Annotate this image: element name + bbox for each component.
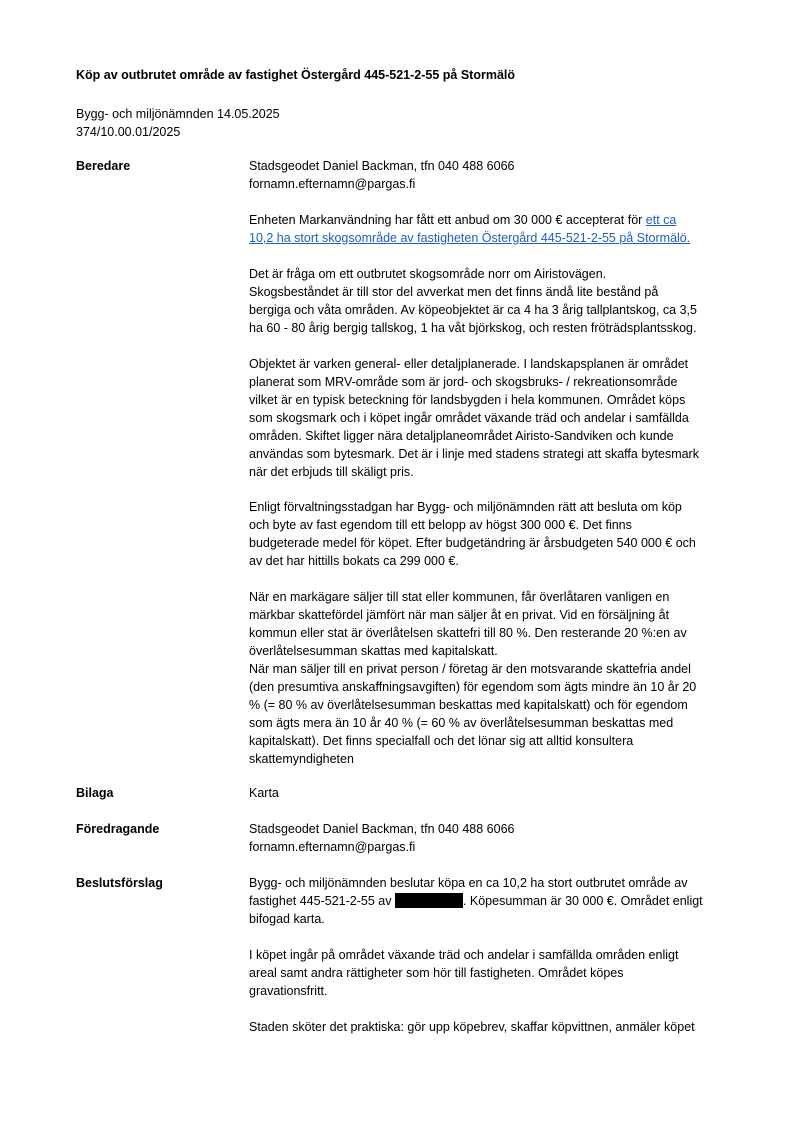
beslutsforslag-paragraph-3 (249, 1018, 741, 1036)
paragraph-line: märkbar skattefördel jämfört när man säljer åt en privat. Vid en försäljning åt (249, 608, 670, 622)
paragraph-line: gravationsfritt. (249, 984, 328, 998)
paragraph-text: fastighet 445-521-2-55 av (249, 894, 395, 908)
paragraph-line: kapitalskatt). Det finns specialfall och det lönar sig att alltid konsultera (249, 734, 634, 748)
paragraph-line: (den presumtiva anskaffningsavgiften) för egendom som ägts mindre än 10 år 20 (249, 680, 697, 694)
bilaga-value (249, 784, 741, 802)
paragraph-line: skattemyndigheten (249, 752, 354, 766)
paragraph-line: Staden sköter det praktiska: gör upp köpebrev, skaffar köpvittnen, anmäler köpet (249, 1020, 695, 1034)
paragraph-line: ha 60 - 80 årig bergig tallskog, 1 ha våt björkskog, och resten fröträdsplantsskog. (249, 321, 697, 335)
label-foredragande: Föredragande (76, 822, 160, 836)
paragraph-line: När man säljer till en privat person / företag är den motsvarande skattefria andel (249, 662, 691, 676)
document-title: Köp av outbrutet område av fastighet Östergård 445-521-2-55 på Stormälö (76, 68, 516, 82)
paragraph-text: Enheten Markanvändning har fått ett anbud om 30 000 € accepterat för (249, 213, 646, 227)
beredare-contact-email: fornamn.efternamn@pargas.fi (249, 177, 416, 191)
label-beslutsforslag: Beslutsförslag (76, 876, 163, 890)
paragraph-line: överlåtelsesumman skattas med kapitalskatt. (249, 644, 498, 658)
map-link-continued[interactable]: 10,2 ha stort skogsområde av fastigheten Östergård 445-521-2-55 på Stormälö. (249, 231, 691, 245)
beredare-paragraph-3 (249, 355, 741, 481)
paragraph-line: när det erbjuds till skäligt pris. (249, 465, 414, 479)
beslutsforslag-paragraph-1 (249, 874, 741, 928)
paragraph-text: . Köpesumman är 30 000 €. Området enligt (462, 894, 703, 908)
paragraph-line: När en markägare säljer till stat eller kommunen, får överlåtaren vanligen en (249, 590, 670, 604)
paragraph-line: användas som bytesmark. Det är i linje med stadens strategi att skaffa bytesmark (249, 447, 699, 461)
map-link[interactable]: ett ca (645, 213, 677, 227)
paragraph-line: som ägts mera än 10 år 40 % (= 60 % av överlåtelsesumman beskattas med (249, 716, 674, 730)
paragraph-line: budgeterade medel för köpet. Efter budgetändring är årsbudgeten 540 000 € och (249, 536, 696, 550)
beredare-paragraph-5 (249, 588, 741, 768)
case-number: 374/10.00.01/2025 (76, 125, 181, 139)
document-meta (76, 105, 280, 141)
paragraph-line: Bygg- och miljönämnden beslutar köpa en ca 10,2 ha stort outbrutet område av (249, 876, 688, 890)
paragraph-line: areal samt andra rättigheter som hör till fastigheten. Området köpes (249, 966, 624, 980)
beredare-paragraph-4 (249, 498, 741, 570)
foredragande-contact-name: Stadsgeodet Daniel Backman, tfn 040 488 6066 (249, 822, 515, 836)
redacted-name-block (395, 893, 463, 908)
paragraph-line: bifogad karta. (249, 912, 325, 926)
beredare-contact-name: Stadsgeodet Daniel Backman, tfn 040 488 6066 (249, 159, 515, 173)
paragraph-line: vilket är en typisk beteckning för landsbygden i hela kommunen. Området köps (249, 393, 686, 407)
beredare-paragraph-2 (249, 265, 741, 337)
paragraph-line: som skogsmark och i köpet ingår området växande träd och andelar i samfällda (249, 411, 689, 425)
attachment-name: Karta (249, 786, 279, 800)
beslutsforslag-paragraph-2 (249, 946, 741, 1000)
paragraph-line: Enligt förvaltningsstadgan har Bygg- och miljönämnden rätt att besluta om köp (249, 500, 682, 514)
paragraph-line: I köpet ingår på området växande träd och andelar i samfällda områden enligt (249, 948, 679, 962)
paragraph-line: Skogsbeståndet är till stor del avverkat men det finns ändå lite bestånd på (249, 285, 659, 299)
label-beredare: Beredare (76, 159, 131, 173)
meeting-info: Bygg- och miljönämnden 14.05.2025 (76, 107, 280, 121)
beredare-contact (249, 157, 741, 193)
paragraph-line: bergiga och våta områden. Av köpeobjektet är ca 4 ha 3 årig tallplantskog, ca 3,5 (249, 303, 697, 317)
beredare-paragraph-1 (249, 211, 741, 247)
paragraph-line: av det har hittills bokats ca 299 000 €. (249, 554, 459, 568)
paragraph-line: och byte av fast egendom till ett belopp av högst 300 000 €. Det finns (249, 518, 632, 532)
foredragande-contact-email: fornamn.efternamn@pargas.fi (249, 840, 416, 854)
paragraph-line: områden. Skiftet ligger nära detaljplaneområdet Airisto-Sandviken och kunde (249, 429, 674, 443)
paragraph-line: % (= 80 % av överlåtelsesumman beskattas med kapitalskatt) och för egendom (249, 698, 688, 712)
paragraph-line: kommun eller stat är överlåtelsen skattefri till 80 %. Den resterande 20 %:en av (249, 626, 687, 640)
label-bilaga: Bilaga (76, 786, 114, 800)
paragraph-line: Objektet är varken general- eller detaljplanerade. I landskapsplanen är området (249, 357, 689, 371)
paragraph-line: Det är fråga om ett outbrutet skogsområde norr om Airistovägen. (249, 267, 607, 281)
foredragande-contact (249, 820, 741, 856)
paragraph-line: planerat som MRV-område som är jord- och skogsbruks- / rekreationsområde (249, 375, 678, 389)
